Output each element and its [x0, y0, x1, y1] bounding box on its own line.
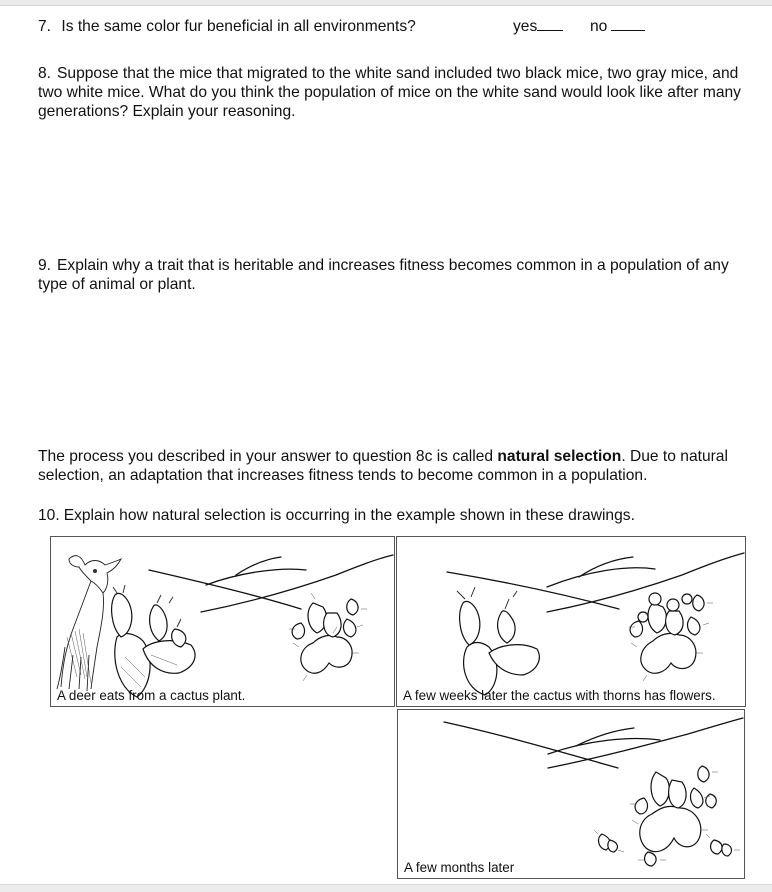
eaten-cactus-drawing	[112, 585, 195, 697]
flowering-cactus-sketch	[397, 537, 745, 706]
question-10	[38, 506, 750, 525]
drawing-panel-flowers	[396, 536, 746, 707]
flowering-cactus-drawing	[629, 593, 713, 681]
question-9-text: Explain why a trait that is heritable and increases fitness becomes common in a population of any type of animal or plant.	[38, 257, 729, 293]
drawing-caption: A few months later	[404, 860, 515, 875]
hill-line	[547, 553, 744, 612]
no-answer-blank[interactable]	[611, 17, 645, 31]
drawing-caption: A few weeks later the cactus with thorns has flowers.	[403, 688, 716, 703]
question-10-text: Explain how natural selection is occurring in the example shown in these drawings.	[63, 507, 635, 524]
yes-label: yes	[513, 18, 538, 35]
question-8	[38, 64, 750, 121]
hill-line	[547, 568, 655, 587]
question-7-text: Is the same color fur beneficial in all environments?	[61, 18, 416, 35]
drawing-panel-months-later	[397, 709, 745, 879]
natural-selection-paragraph	[38, 447, 750, 485]
thorny-cactus-drawing	[289, 593, 367, 681]
question-8-number: 8.	[38, 65, 52, 82]
question-8-text: Suppose that the mice that migrated to the white sand included two black mice, two gray mice, and two white mice. What do you think the population of mice on the white sand would look like after many generations? Explain your reasoning.	[38, 65, 741, 120]
hill-line	[206, 569, 306, 585]
question-7-number: 7.	[38, 18, 52, 35]
deer-drawing	[57, 556, 121, 691]
ns-text-after: . Due to natural selection, an adaptation that increases fitness tends to become common in a population.	[38, 448, 728, 484]
question-10-number: 10.	[38, 507, 60, 524]
drawing-caption: A deer eats from a cactus plant.	[57, 688, 246, 703]
question-7	[38, 17, 738, 36]
spreading-cactus-sketch	[398, 710, 744, 878]
yes-option[interactable]	[513, 17, 563, 36]
hill-line	[447, 572, 619, 609]
deer-cactus-sketch	[51, 537, 394, 706]
no-label: no	[590, 18, 608, 35]
question-9	[38, 256, 750, 294]
no-option[interactable]	[590, 17, 645, 36]
hill-line	[548, 718, 743, 768]
page-top-edge	[0, 0, 772, 6]
hill-line	[444, 722, 618, 768]
ns-text-before: The process you described in your answer to question 8c is called	[38, 448, 498, 465]
cactus-drawing	[630, 766, 718, 860]
question-9-number: 9.	[38, 257, 52, 274]
eaten-cactus-drawing	[457, 587, 539, 695]
drawing-panel-deer	[50, 536, 395, 707]
ns-bold-term: natural selection	[497, 448, 622, 465]
hill-line	[149, 570, 301, 609]
yes-answer-blank[interactable]	[537, 17, 563, 31]
hill-line	[201, 555, 393, 612]
